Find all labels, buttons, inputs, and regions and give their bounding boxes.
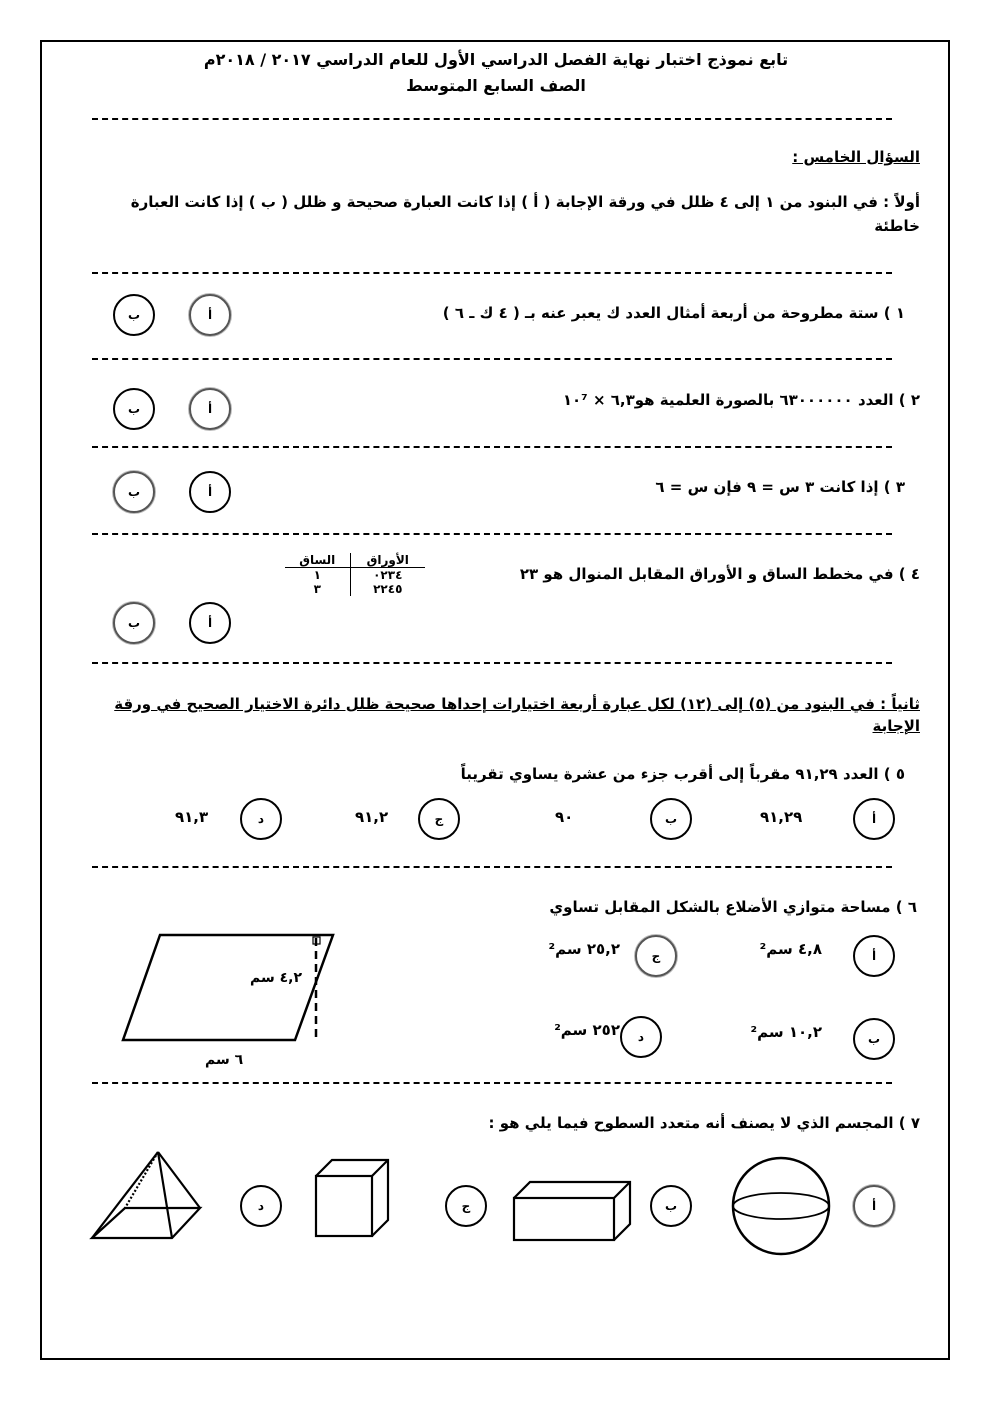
question-5: ٥ ) العدد ٩١,٢٩ مقرباً إلى أقرب جزء من عشرة يساوي تقريباً — [460, 765, 905, 783]
option-a-circle[interactable]: أ — [189, 471, 231, 513]
option-c-circle[interactable]: ج — [418, 798, 460, 840]
question-4: ٤ ) في مخطط الساق و الأوراق المقابل المنوال هو ٢٣ — [519, 565, 920, 583]
pyramid-icon — [92, 1152, 200, 1238]
option-a-circle[interactable]: أ — [189, 602, 231, 644]
part2-instruction: ثانياً : في البنود من (٥) إلى (١٢) لكل عبارة أربعة اختيارات إحداها صحيحة ظلل دائرة الاختيار الصحيح في ورقة الإجابة — [114, 695, 920, 735]
base-label: ٦ سم — [205, 1052, 244, 1068]
cube-icon — [316, 1160, 388, 1236]
header-line2: الصف السابع المتوسط — [406, 76, 586, 95]
leaves-header: الأوراق — [350, 553, 425, 567]
sphere-icon — [733, 1158, 829, 1254]
question-2: ٢ ) العدد ٦٣٠٠٠٠٠٠ بالصورة العلمية هو٦,٣ × ١٠⁷ — [562, 391, 920, 409]
option-b-circle[interactable]: ب — [650, 798, 692, 840]
option-a-circle[interactable]: أ — [853, 935, 895, 977]
question-1: ١ ) ستة مطروحة من أربعة أمثال العدد ك يعبر عنه بـ ( ٤ ك ـ ٦ ) — [442, 304, 905, 322]
question-6: ٦ ) مساحة متوازي الأضلاع بالشكل المقابل تساوي — [549, 898, 917, 916]
option-a-circle[interactable]: أ — [189, 294, 231, 336]
stem-header: الساق — [299, 553, 336, 567]
option-b-circle[interactable]: ب — [113, 602, 155, 644]
divider — [92, 1082, 892, 1084]
option-b-value: ١٠,٢ سم² — [750, 1023, 822, 1041]
option-d-value: ٢٥٢ سم² — [554, 1021, 620, 1039]
option-b-circle[interactable]: ب — [853, 1018, 895, 1060]
section-title: السؤال الخامس : — [792, 148, 920, 166]
option-d-circle[interactable]: د — [620, 1016, 662, 1058]
option-b-circle[interactable]: ب — [650, 1185, 692, 1227]
option-a-value: ٤,٨ سم² — [759, 940, 822, 958]
option-c-circle[interactable]: ج — [635, 935, 677, 977]
option-b-circle[interactable]: ب — [113, 294, 155, 336]
option-d-value: ٩١,٣ — [175, 808, 209, 826]
question-3: ٣ ) إذا كانت ٣ س = ٩ فإن س = ٦ — [655, 478, 905, 496]
option-a-circle[interactable]: أ — [853, 1185, 895, 1227]
parallelogram-figure — [123, 935, 333, 1040]
option-a-value: ٩١,٢٩ — [760, 808, 803, 826]
rectangular-prism-icon — [514, 1182, 630, 1240]
option-b-circle[interactable]: ب — [113, 471, 155, 513]
stem-value: ١ — [313, 568, 321, 582]
header-line1: تابع نموذج اختبار نهاية الفصل الدراسي الأول للعام الدراسي ٢٠١٧ / ٢٠١٨م — [203, 50, 789, 69]
part1-instruction: أولاً : في البنود من ١ إلى ٤ ظلل في ورقة الإجابة ( أ ) إذا كانت العبارة صحيحة و ظلل ( ب ) إذا كانت العبارة خاطئة — [130, 193, 920, 235]
option-a-circle[interactable]: أ — [853, 798, 895, 840]
option-c-value: ٢٥,٢ سم² — [548, 940, 620, 958]
option-c-circle[interactable]: ج — [445, 1185, 487, 1227]
option-d-circle[interactable]: د — [240, 1185, 282, 1227]
option-b-circle[interactable]: ب — [113, 388, 155, 430]
option-a-circle[interactable]: أ — [189, 388, 231, 430]
option-b-value: ٩٠ — [555, 808, 574, 826]
leaves-value: ٠٢٣٤ — [350, 568, 425, 582]
question-7: ٧ ) المجسم الذي لا يصنف أنه متعدد السطوح فيما يلي هو : — [488, 1114, 920, 1132]
leaves-value: ٢٢٤٥ — [350, 582, 425, 596]
height-label: ٤,٢ سم — [250, 970, 303, 986]
option-c-value: ٩١,٢ — [355, 808, 389, 826]
option-d-circle[interactable]: د — [240, 798, 282, 840]
stem-value: ٣ — [313, 582, 321, 596]
